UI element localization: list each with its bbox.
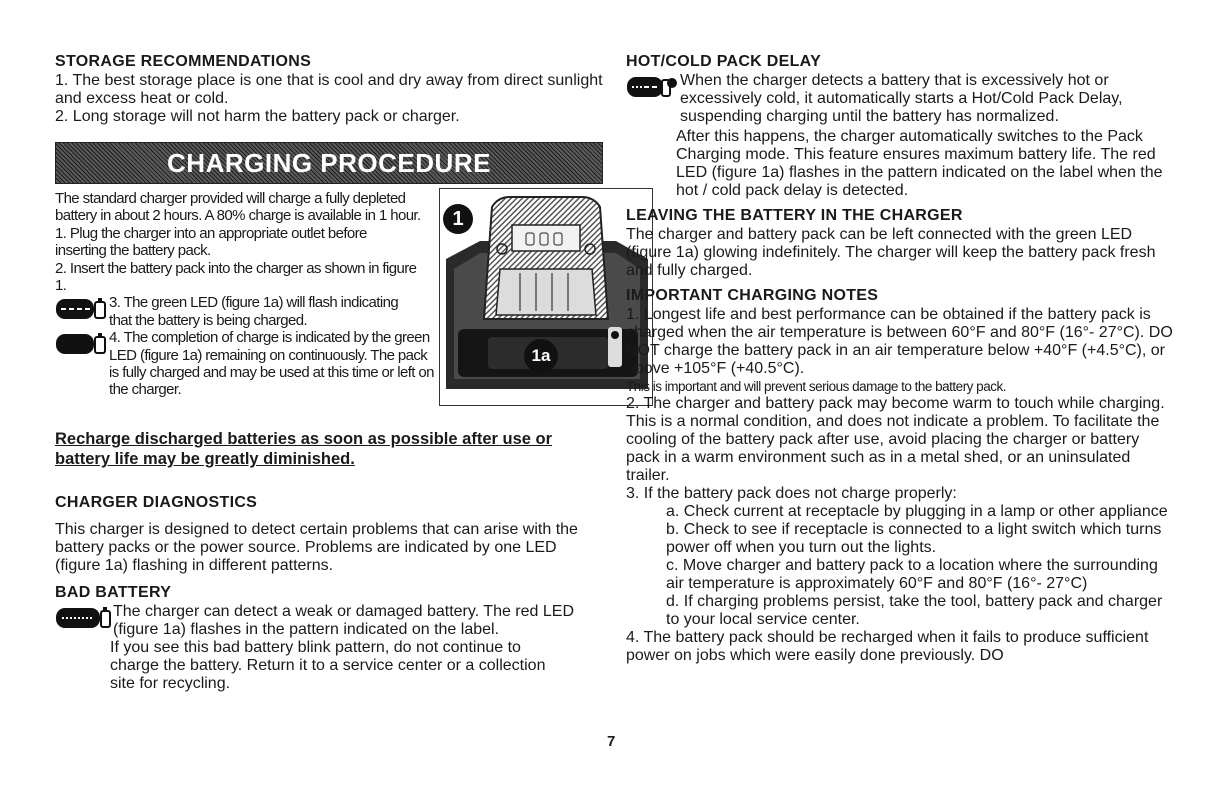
notes-heading: IMPORTANT CHARGING NOTES xyxy=(626,287,879,304)
diagnostics-heading: CHARGER DIAGNOSTICS xyxy=(55,494,258,511)
note-1-emphasis: This is important and will prevent serious damage to the battery pack. xyxy=(626,379,1006,394)
leaving-text: The charger and battery pack can be left connected with the green LED (figure 1a) glowing indefinitely. The charger will keep the battery pack fresh and fully charged. xyxy=(626,226,1156,279)
note-3c: c. Move charger and battery pack to a location where the surrounding air temperature is approximately 60°F and 80°F (16°- 27°C) xyxy=(666,557,1158,592)
hot-cold-heading: HOT/COLD PACK DELAY xyxy=(626,53,822,70)
charging-intro: The standard charger provided will charge a fully depleted battery in about 2 hours. A 80% charge is available in 1 hour. xyxy=(55,190,421,225)
hot-cold-text-2: After this happens, the charger automatically switches to the Pack Charging mode. This feature ensures maximum battery life. The red LED (figure 1a) flashes in the pattern indicated on the label when the hot / cold pack delay is detected. xyxy=(676,128,1163,199)
charging-step-3-row xyxy=(55,294,455,329)
charging-step-4-row xyxy=(55,329,455,399)
led-charged-icon xyxy=(55,331,107,362)
charging-step-2: 2. Insert the battery pack into the charger as shown in figure 1. xyxy=(55,259,417,295)
charging-procedure-banner xyxy=(55,142,603,184)
leaving-heading: LEAVING THE BATTERY IN THE CHARGER xyxy=(626,207,963,224)
right-column xyxy=(626,52,1174,665)
charging-step-4: 4. The completion of charge is indicated by the green LED (figure 1a) remaining on continuously. The pack is fully charged and may be used at this time or left on the charger. xyxy=(109,329,434,399)
diagnostics-text: This charger is designed to detect certain problems that can arise with the battery packs or the power source. Problems are indicated by one LED (figure 1a) flashing in different patterns. xyxy=(55,521,578,574)
figure-1-callout xyxy=(443,204,473,234)
note-3: 3. If the battery pack does not charge properly: xyxy=(626,485,957,502)
led-bad-battery-icon xyxy=(55,605,111,636)
recharge-warning: Recharge discharged batteries as soon as possible after use or battery life may be greatly diminished. xyxy=(55,430,553,468)
bad-battery-text-1: The charger can detect a weak or damaged battery. The red LED (figure 1a) flashes in the pattern indicated on the label. xyxy=(113,603,574,638)
bad-battery-heading: BAD BATTERY xyxy=(55,584,172,601)
charging-steps xyxy=(55,190,455,399)
page-number: 7 xyxy=(607,733,616,750)
left-column xyxy=(55,52,603,693)
bad-battery-row xyxy=(55,603,603,639)
hot-cold-text-1: When the charger detects a battery that is excessively hot or excessively cold, it automatically starts a Hot/Cold Pack Delay, suspending charging until the battery has normalized. xyxy=(680,72,1123,125)
storage-item-1: 1. The best storage place is one that is cool and dry away from direct sunlight and excess heat or cold. xyxy=(55,72,603,107)
charger-figure xyxy=(439,188,653,406)
charging-procedure-block xyxy=(55,190,603,445)
figure-1-label: 1 xyxy=(452,208,464,230)
figure-1a-callout xyxy=(524,339,558,373)
note-3a: a. Check current at receptacle by plugging in a lamp or other appliance xyxy=(666,503,1168,520)
note-4: 4. The battery pack should be recharged when it fails to produce sufficient power on jobs which were easily done previously. DO xyxy=(626,629,1149,664)
note-2: 2. The charger and battery pack may become warm to touch while charging. This is a normal condition, and does not indicate a problem. To facilitate the cooling of the battery pack after use, avoid placing the charger or battery pack in a warm environment such as in a metal shed, or an uninsulated trailer. xyxy=(626,395,1165,484)
note-3d: d. If charging problems persist, take the tool, battery pack and charger to your local service center. xyxy=(666,593,1163,628)
note-3b: b. Check to see if receptacle is connected to a light switch which turns power off when you turn out the lights. xyxy=(666,521,1162,556)
bad-battery-text-2: If you see this bad battery blink pattern, do not continue to charge the battery. Return it to a service center or a collection site for recycling. xyxy=(110,639,546,692)
figure-1a-label: 1a xyxy=(531,346,551,365)
storage-heading: STORAGE RECOMMENDATIONS xyxy=(55,53,312,70)
note-1: 1. Longest life and best performance can be obtained if the battery pack is charged when the air temperature is between 60°F and 80°F (16°- 27°C). DO NOT charge the battery pack in an air temperature below +40°F (+4.5°C), or above +105°F (+40.5°C). xyxy=(626,306,1173,377)
led-charging-pattern-icon xyxy=(55,296,107,327)
charging-step-1: 1. Plug the charger into an appropriate outlet before inserting the battery pack. xyxy=(55,224,367,260)
led-hot-cold-icon xyxy=(626,74,678,105)
charging-step-3: 3. The green LED (figure 1a) will flash indicating that the battery is being charged. xyxy=(109,294,399,329)
banner-title: CHARGING PROCEDURE xyxy=(167,147,491,178)
hot-cold-row xyxy=(626,72,1174,126)
storage-item-2: 2. Long storage will not harm the battery pack or charger. xyxy=(55,108,460,125)
